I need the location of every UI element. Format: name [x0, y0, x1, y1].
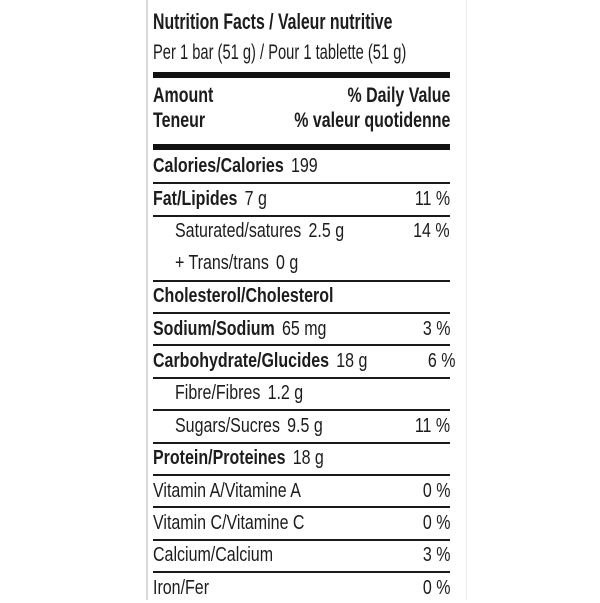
amount-header-fr: Teneur [153, 109, 206, 132]
nutrient-amount: 9.5 g [287, 414, 323, 437]
nutrient-name: Sodium/Sodium [153, 317, 275, 340]
nutrient-amount: 2.5 g [308, 220, 345, 243]
column-header-fr [153, 108, 450, 133]
row-saturated [153, 215, 450, 247]
nutrient-name: Fibre/Fibres [175, 382, 261, 405]
nutrition-facts-label [146, 0, 467, 600]
nutrient-name: Protein/Proteines [153, 447, 286, 470]
nutrient-daily-value: 0 % [422, 576, 450, 599]
row-calories [153, 150, 450, 182]
nutrient-name: Cholesterol/Cholesterol [153, 285, 334, 308]
column-headers [153, 78, 450, 140]
nutrient-name: Fat/Lipides [153, 188, 238, 211]
nutrient-name: Calories/Calories [153, 154, 284, 177]
row-iron [153, 571, 450, 603]
nutrient-amount: 65 mg [281, 317, 327, 340]
row-sugars [153, 409, 450, 441]
nutrient-amount: 199 [290, 154, 318, 177]
row-cholesterol [153, 280, 450, 312]
nutrient-daily-value: 11 % [414, 414, 450, 437]
nutrient-daily-value: 14 % [413, 220, 450, 243]
nutrient-name: Saturated/satures [175, 220, 302, 243]
nutrient-daily-value: 0 % [422, 479, 450, 502]
nutrient-amount: 18 g [292, 447, 324, 470]
amount-header-en: Amount [153, 84, 214, 107]
nutrient-daily-value: 0 % [422, 511, 450, 534]
nutrient-name: Carbohydrate/Glucides [153, 350, 330, 373]
row-carbohydrate [153, 344, 456, 376]
row-fat [153, 182, 450, 214]
row-vitamin-a [153, 474, 450, 506]
daily-value-header-fr: % valeur quotidenne [293, 109, 450, 132]
nutrient-amount: 1.2 g [267, 382, 304, 405]
row-protein [153, 442, 450, 474]
nutrient-name: Vitamin C/Vitamine C [153, 511, 305, 534]
label-title-text: Nutrition Facts / Valeur nutritive [153, 9, 393, 34]
row-calcium [153, 539, 450, 571]
column-header-en [153, 83, 450, 108]
nutrient-daily-value: 3 % [422, 317, 450, 340]
nutrient-amount: 18 g [336, 350, 368, 373]
serving-size [153, 38, 450, 68]
nutrient-daily-value: 3 % [422, 544, 450, 567]
nutrient-name: Calcium/Calcium [153, 544, 274, 567]
label-title [153, 6, 450, 38]
row-vitamin-c [153, 506, 450, 538]
nutrient-rows [153, 150, 456, 603]
nutrient-daily-value: 11 % [414, 188, 450, 211]
row-trans [153, 247, 450, 279]
nutrient-name: + Trans/trans [175, 251, 269, 274]
nutrient-name: Sugars/Sucres [175, 414, 280, 437]
row-fibre [153, 377, 450, 409]
nutrient-amount: 7 g [244, 188, 267, 211]
nutrient-daily-value: 6 % [427, 350, 456, 373]
nutrient-name: Vitamin A/Vitamine A [153, 479, 301, 502]
daily-value-header-en: % Daily Value [347, 84, 450, 107]
nutrient-amount: 0 g [276, 251, 299, 274]
serving-size-text: Per 1 bar (51 g) / Pour 1 tablette (51 g) [153, 41, 407, 64]
nutrient-name: Iron/Fer [153, 576, 210, 599]
row-sodium [153, 312, 450, 344]
